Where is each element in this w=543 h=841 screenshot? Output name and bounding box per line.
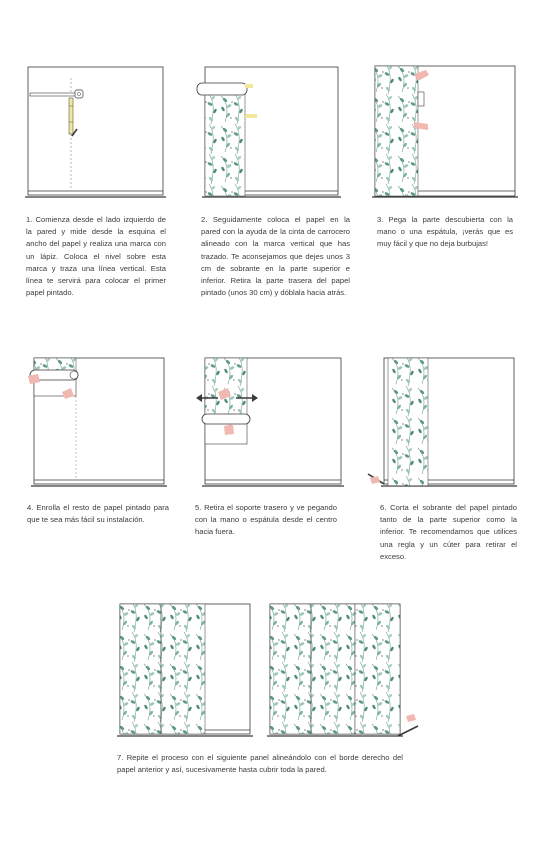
step-5-illustration — [196, 356, 346, 496]
cutter-icon — [398, 714, 418, 736]
step-1-illustration — [25, 66, 168, 206]
step-4-illustration — [28, 356, 170, 496]
step-5-caption: 5. Retira el soporte trasero y ve pegando con la mano o espátula desde el centro hacia fuera. — [195, 503, 337, 537]
tape-measure-icon — [30, 90, 83, 98]
step-6-illustration — [364, 356, 520, 496]
wallpaper-strip — [205, 92, 245, 196]
wallpaper-roll-icon — [202, 414, 250, 424]
cutter-icon — [368, 474, 384, 484]
step-1-caption: 1. Comienza desde el lado izquierdo de la pared y mide desde la esquina el ancho del papel y realiza una marca con un lápiz. Coloca el nivel sobre esta marca y traza una línea vertical. Esta línea te servirá para colocar el primer papel pintado. — [26, 215, 166, 298]
step-2-illustration — [193, 64, 343, 206]
step-3-illustration — [370, 64, 520, 206]
step-7-illustration-b — [266, 602, 426, 742]
step-4-caption: 4. Enrolla el resto de papel pintado para que te sea más fácil su instalación. — [27, 503, 169, 525]
step-7-caption: 7. Repite el proceso con el siguiente panel alineándolo con el borde derecho del papel anterior y así, sucesivamente hasta cubrir toda la pared. — [117, 753, 403, 775]
level-icon — [69, 98, 73, 134]
step-2-caption: 2. Seguidamente coloca el papel en la pared con la ayuda de la cinta de carrocero alineado con la marca vertical que has trazado. Te aconsejamos que dejes unos 3 cm de sobrante en la parte superior e inferior. Retira la parte trasera del papel pintado (unos 30 cm) y dóblala hacia atrás. — [201, 215, 350, 298]
step-3-caption: 3. Pega la parte descubierta con la mano o una espátula, ¡verás que es muy fácil y que no deja burbujas! — [377, 215, 513, 249]
step-6-caption: 6. Corta el sobrante del papel pintado tanto de la parte superior como la inferior. Te recomendamos que utilices una regla y un cúter para retirar el exceso. — [380, 503, 517, 561]
step-7-illustration-a — [116, 602, 254, 742]
